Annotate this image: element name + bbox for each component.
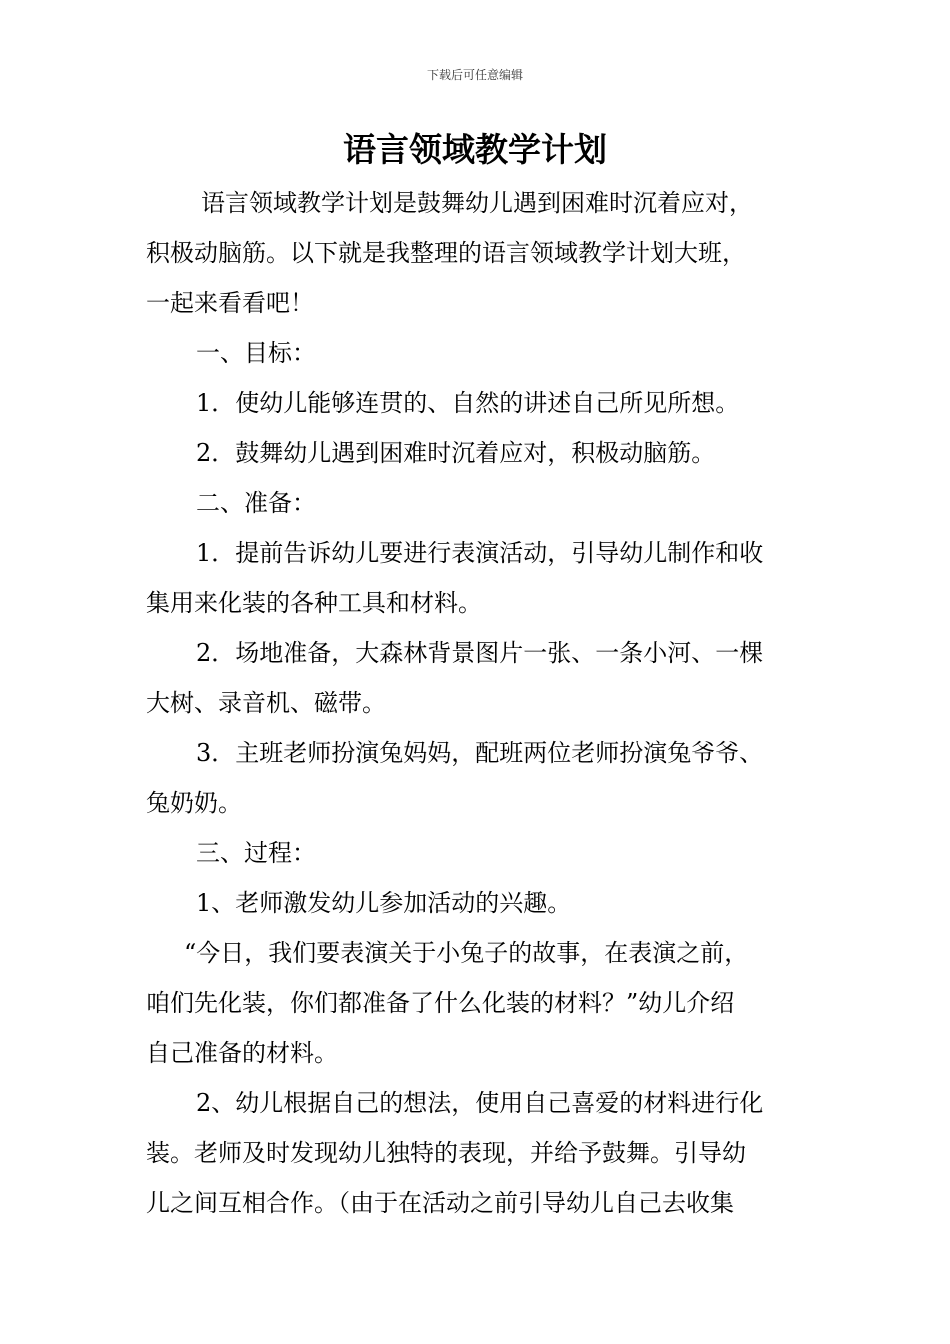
paragraph-line: “今日，我们要表演关于小兔子的故事，在表演之前， xyxy=(184,939,749,967)
section-heading: 二、准备： xyxy=(196,489,316,517)
list-item-continuation: 集用来化装的各种工具和材料。 xyxy=(146,589,482,617)
document-title: 语言领域教学计划 xyxy=(343,130,607,169)
list-item: 2．场地准备，大森林背景图片一张、一条小河、一棵 xyxy=(196,639,764,667)
paragraph-line: 咱们先化装，你们都准备了什么化装的材料？”幼儿介绍 xyxy=(146,989,735,1017)
section-heading: 三、过程： xyxy=(196,839,316,867)
list-item: 2．鼓舞幼儿遇到困难时沉着应对，积极动脑筋。 xyxy=(196,439,716,467)
list-item: 2、幼儿根据自己的想法，使用自己喜爱的材料进行化 xyxy=(196,1089,764,1117)
list-item-continuation: 儿之间互相合作。（由于在活动之前引导幼儿自己去收集 xyxy=(146,1189,734,1217)
page-header-note: 下载后可任意编辑 xyxy=(426,68,523,82)
document-body xyxy=(146,178,811,1228)
section-heading: 一、目标： xyxy=(196,339,316,367)
list-item: 1、老师激发幼儿参加活动的兴趣。 xyxy=(196,889,572,917)
paragraph-line: 一起来看看吧！ xyxy=(146,289,314,317)
list-item-continuation: 兔奶奶。 xyxy=(146,789,242,817)
list-item: 1．使幼儿能够连贯的、自然的讲述自己所见所想。 xyxy=(196,389,740,417)
paragraph-line: 积极动脑筋。以下就是我整理的语言领域教学计划大班， xyxy=(146,239,746,267)
list-item-continuation: 大树、录音机、磁带。 xyxy=(146,689,386,717)
paragraph-line: 语言领域教学计划是鼓舞幼儿遇到困难时沉着应对， xyxy=(201,189,753,217)
list-item: 1．提前告诉幼儿要进行表演活动，引导幼儿制作和收 xyxy=(196,539,764,567)
paragraph-line: 自己准备的材料。 xyxy=(146,1039,338,1067)
list-item-continuation: 装。老师及时发现幼儿独特的表现，并给予鼓舞。引导幼 xyxy=(146,1139,746,1167)
list-item: 3．主班老师扮演兔妈妈，配班两位老师扮演兔爷爷、 xyxy=(196,739,764,767)
